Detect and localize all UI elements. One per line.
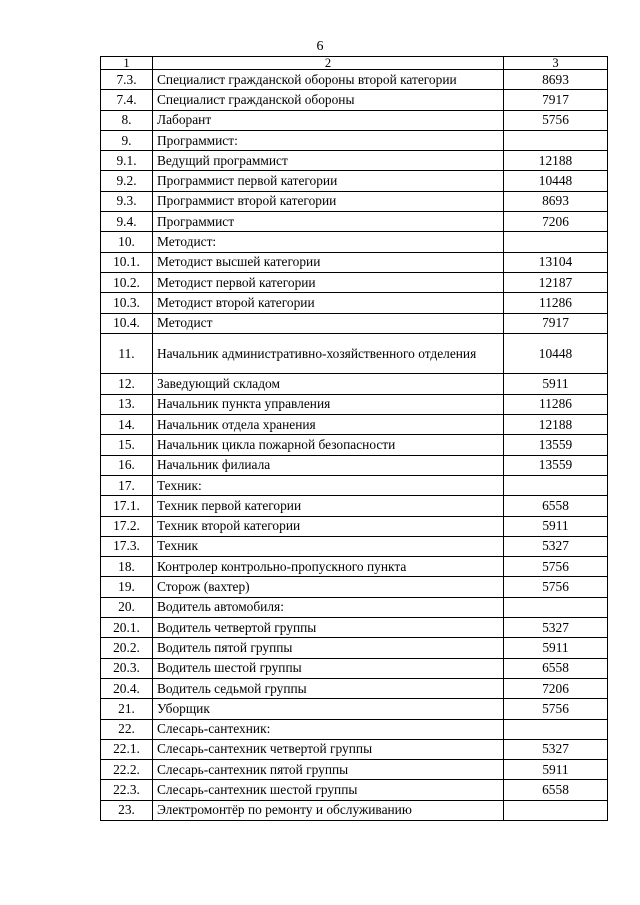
table-row xyxy=(101,455,608,475)
table-row xyxy=(101,415,608,435)
salary-value-cell: 10448 xyxy=(504,333,608,374)
position-name-cell: Слесарь-сантехник четвертой группы xyxy=(153,739,504,759)
table-row xyxy=(101,496,608,516)
position-name-cell: Программист первой категории xyxy=(153,171,504,191)
row-number-cell: 20. xyxy=(101,597,153,617)
position-name-cell: Электромонтёр по ремонту и обслуживанию xyxy=(153,800,504,820)
row-number-cell: 22.3. xyxy=(101,780,153,800)
table-row xyxy=(101,536,608,556)
row-number-cell: 22.2. xyxy=(101,760,153,780)
row-number-cell: 10. xyxy=(101,232,153,252)
row-number-cell: 16. xyxy=(101,455,153,475)
row-number-cell: 9.2. xyxy=(101,171,153,191)
position-name-cell: Специалист гражданской обороны второй категории xyxy=(153,70,504,90)
position-name-cell: Программист: xyxy=(153,130,504,150)
row-number-cell: 17. xyxy=(101,475,153,495)
row-number-cell: 10.2. xyxy=(101,272,153,292)
position-name-cell: Начальник отдела хранения xyxy=(153,415,504,435)
row-number-cell: 20.2. xyxy=(101,638,153,658)
row-number-cell: 17.1. xyxy=(101,496,153,516)
row-number-cell: 12. xyxy=(101,374,153,394)
row-number-cell: 14. xyxy=(101,415,153,435)
table-row xyxy=(101,110,608,130)
salary-value-cell: 5756 xyxy=(504,577,608,597)
position-name-cell: Техник xyxy=(153,536,504,556)
row-number-cell: 19. xyxy=(101,577,153,597)
table-row xyxy=(101,597,608,617)
salary-value-cell: 8693 xyxy=(504,70,608,90)
salary-value-cell xyxy=(504,130,608,150)
position-name-cell: Методист второй категории xyxy=(153,293,504,313)
table-row xyxy=(101,699,608,719)
position-name-cell: Ведущий программист xyxy=(153,151,504,171)
position-name-cell: Водитель седьмой группы xyxy=(153,678,504,698)
table-row xyxy=(101,760,608,780)
row-number-cell: 22.1. xyxy=(101,739,153,759)
salary-value-cell: 12188 xyxy=(504,415,608,435)
position-name-cell: Начальник цикла пожарной безопасности xyxy=(153,435,504,455)
table-row xyxy=(101,151,608,171)
position-name-cell: Слесарь-сантехник: xyxy=(153,719,504,739)
position-name-cell: Методист высшей категории xyxy=(153,252,504,272)
salary-value-cell: 11286 xyxy=(504,394,608,414)
row-number-cell: 9.3. xyxy=(101,191,153,211)
salary-value-cell: 5327 xyxy=(504,618,608,638)
row-number-cell: 15. xyxy=(101,435,153,455)
salary-value-cell: 5756 xyxy=(504,110,608,130)
salary-value-cell xyxy=(504,719,608,739)
position-name-cell: Техник второй категории xyxy=(153,516,504,536)
table-row xyxy=(101,678,608,698)
table-row xyxy=(101,394,608,414)
salary-value-cell: 6558 xyxy=(504,496,608,516)
position-name-cell: Техник: xyxy=(153,475,504,495)
position-name-cell: Программист второй категории xyxy=(153,191,504,211)
position-name-cell: Методист первой категории xyxy=(153,272,504,292)
row-number-cell: 20.4. xyxy=(101,678,153,698)
table-row xyxy=(101,800,608,820)
salary-value-cell: 5327 xyxy=(504,536,608,556)
salary-value-cell: 11286 xyxy=(504,293,608,313)
table-row xyxy=(101,70,608,90)
salary-value-cell: 12187 xyxy=(504,272,608,292)
table-row xyxy=(101,719,608,739)
salary-value-cell: 5911 xyxy=(504,374,608,394)
row-number-cell: 10.1. xyxy=(101,252,153,272)
table-row xyxy=(101,557,608,577)
table-row xyxy=(101,516,608,536)
row-number-cell: 17.2. xyxy=(101,516,153,536)
position-name-cell: Контролер контрольно-пропускного пункта xyxy=(153,557,504,577)
row-number-cell: 22. xyxy=(101,719,153,739)
position-name-cell: Сторож (вахтер) xyxy=(153,577,504,597)
salary-value-cell: 5911 xyxy=(504,516,608,536)
row-number-cell: 10.3. xyxy=(101,293,153,313)
table-row xyxy=(101,638,608,658)
table-row xyxy=(101,90,608,110)
table-row xyxy=(101,171,608,191)
position-name-cell: Методист xyxy=(153,313,504,333)
header-cell-1: 1 xyxy=(101,57,153,70)
header-cell-3: 3 xyxy=(504,57,608,70)
position-name-cell: Начальник административно-хозяйственного отделения xyxy=(153,333,504,374)
table-row xyxy=(101,252,608,272)
table-row xyxy=(101,658,608,678)
position-name-cell: Методист: xyxy=(153,232,504,252)
position-name-cell: Специалист гражданской обороны xyxy=(153,90,504,110)
row-number-cell: 9.1. xyxy=(101,151,153,171)
salary-value-cell: 7917 xyxy=(504,313,608,333)
salary-value-cell: 5327 xyxy=(504,739,608,759)
salary-value-cell: 12188 xyxy=(504,151,608,171)
position-name-cell: Слесарь-сантехник пятой группы xyxy=(153,760,504,780)
table-row xyxy=(101,475,608,495)
row-number-cell: 17.3. xyxy=(101,536,153,556)
salary-value-cell: 6558 xyxy=(504,658,608,678)
salary-value-cell: 7206 xyxy=(504,678,608,698)
position-name-cell: Программист xyxy=(153,212,504,232)
table-row xyxy=(101,435,608,455)
table-row xyxy=(101,232,608,252)
table-body xyxy=(101,57,608,821)
salary-value-cell: 10448 xyxy=(504,171,608,191)
position-name-cell: Заведующий складом xyxy=(153,374,504,394)
salary-value-cell: 5756 xyxy=(504,699,608,719)
salary-table xyxy=(100,56,608,821)
row-number-cell: 20.1. xyxy=(101,618,153,638)
row-number-cell: 9.4. xyxy=(101,212,153,232)
salary-value-cell: 6558 xyxy=(504,780,608,800)
position-name-cell: Водитель шестой группы xyxy=(153,658,504,678)
position-name-cell: Начальник пункта управления xyxy=(153,394,504,414)
salary-value-cell: 13104 xyxy=(504,252,608,272)
salary-value-cell: 5911 xyxy=(504,638,608,658)
salary-value-cell: 5911 xyxy=(504,760,608,780)
row-number-cell: 21. xyxy=(101,699,153,719)
position-name-cell: Начальник филиала xyxy=(153,455,504,475)
row-number-cell: 18. xyxy=(101,557,153,577)
position-name-cell: Лаборант xyxy=(153,110,504,130)
row-number-cell: 23. xyxy=(101,800,153,820)
row-number-cell: 7.4. xyxy=(101,90,153,110)
row-number-cell: 20.3. xyxy=(101,658,153,678)
table-row xyxy=(101,780,608,800)
row-number-cell: 10.4. xyxy=(101,313,153,333)
table-row xyxy=(101,618,608,638)
row-number-cell: 13. xyxy=(101,394,153,414)
row-number-cell: 11. xyxy=(101,333,153,374)
salary-value-cell xyxy=(504,597,608,617)
table-row xyxy=(101,313,608,333)
position-name-cell: Водитель пятой группы xyxy=(153,638,504,658)
salary-value-cell xyxy=(504,475,608,495)
table-row xyxy=(101,212,608,232)
table-row xyxy=(101,191,608,211)
page-number: 6 xyxy=(316,39,324,54)
table-row xyxy=(101,130,608,150)
header-cell-2: 2 xyxy=(153,57,504,70)
table-header-row xyxy=(101,57,608,70)
table-row xyxy=(101,374,608,394)
salary-value-cell xyxy=(504,800,608,820)
salary-value-cell: 8693 xyxy=(504,191,608,211)
salary-value-cell: 13559 xyxy=(504,435,608,455)
position-name-cell: Техник первой категории xyxy=(153,496,504,516)
row-number-cell: 8. xyxy=(101,110,153,130)
position-name-cell: Уборщик xyxy=(153,699,504,719)
row-number-cell: 9. xyxy=(101,130,153,150)
table-row xyxy=(101,293,608,313)
table-row xyxy=(101,577,608,597)
salary-value-cell: 13559 xyxy=(504,455,608,475)
row-number-cell: 7.3. xyxy=(101,70,153,90)
salary-value-cell xyxy=(504,232,608,252)
table-row xyxy=(101,272,608,292)
position-name-cell: Слесарь-сантехник шестой группы xyxy=(153,780,504,800)
position-name-cell: Водитель автомобиля: xyxy=(153,597,504,617)
salary-value-cell: 5756 xyxy=(504,557,608,577)
salary-value-cell: 7206 xyxy=(504,212,608,232)
salary-value-cell: 7917 xyxy=(504,90,608,110)
table-row xyxy=(101,739,608,759)
table-row xyxy=(101,333,608,374)
position-name-cell: Водитель четвертой группы xyxy=(153,618,504,638)
